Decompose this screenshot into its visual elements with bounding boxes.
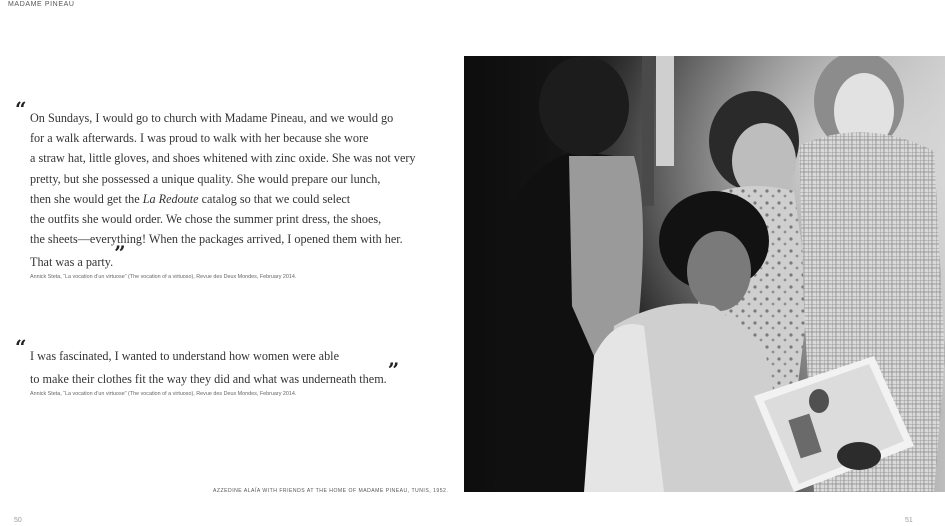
open-quote-mark: “ bbox=[15, 97, 27, 121]
quote-block-2 bbox=[15, 335, 430, 389]
citation-2: Annick Steta, “La vocation d’un virtuose” (The vocation of a virtuoso), Revue des Deux Mondes, February 2014. bbox=[30, 391, 297, 397]
archival-photograph bbox=[464, 56, 945, 492]
quote-line bbox=[30, 241, 430, 272]
quote-line: I was fascinated, I wanted to understand how women were able bbox=[30, 349, 339, 363]
quote-line: the outfits she would order. We chose the summer print dress, the shoes, bbox=[30, 212, 382, 227]
page-number-left: 50 bbox=[14, 517, 22, 524]
open-quote-mark: “ bbox=[15, 335, 27, 359]
quote-text: then she would get the bbox=[30, 191, 143, 206]
quote-line: for a walk afterwards. I was proud to walk with her because she wore bbox=[30, 131, 369, 146]
citation-1: Annick Steta, “La vocation d’un virtuose” (The vocation of a virtuoso), Revue des Deux Mondes, February 2014. bbox=[30, 274, 297, 280]
quote-text: catalog so that we could select bbox=[198, 191, 351, 206]
page-number-right: 51 bbox=[905, 517, 913, 524]
quote-line: the sheets—everything! When the packages arrived, I opened them with her. bbox=[30, 232, 403, 247]
quote-block-1 bbox=[15, 97, 430, 273]
close-quote-mark: ” bbox=[114, 241, 126, 266]
quote-text: That was a party. bbox=[30, 255, 114, 270]
quote-text: to make their clothes fit the way they did and what was underneath them. bbox=[30, 372, 387, 387]
photo-caption: AZZEDINE ALAÏA WITH FRIENDS AT THE HOME OF MADAME PINEAU, TUNIS, 1952. bbox=[213, 488, 449, 494]
running-header: MADAME PINEAU bbox=[8, 1, 75, 8]
quote-line bbox=[30, 189, 430, 209]
catalog-title: La Redoute bbox=[142, 191, 199, 206]
quote-line: On Sundays, I would go to church with Madame Pineau, and we would go bbox=[30, 111, 394, 125]
quote-line: a straw hat, little gloves, and shoes whitened with zinc oxide. She was not very bbox=[30, 151, 416, 166]
close-quote-mark: ” bbox=[387, 358, 400, 383]
quote-line: pretty, but she possessed a unique quality. She would prepare our lunch, bbox=[30, 171, 381, 186]
photograph-illustration bbox=[464, 56, 945, 492]
quote-line bbox=[30, 358, 430, 389]
